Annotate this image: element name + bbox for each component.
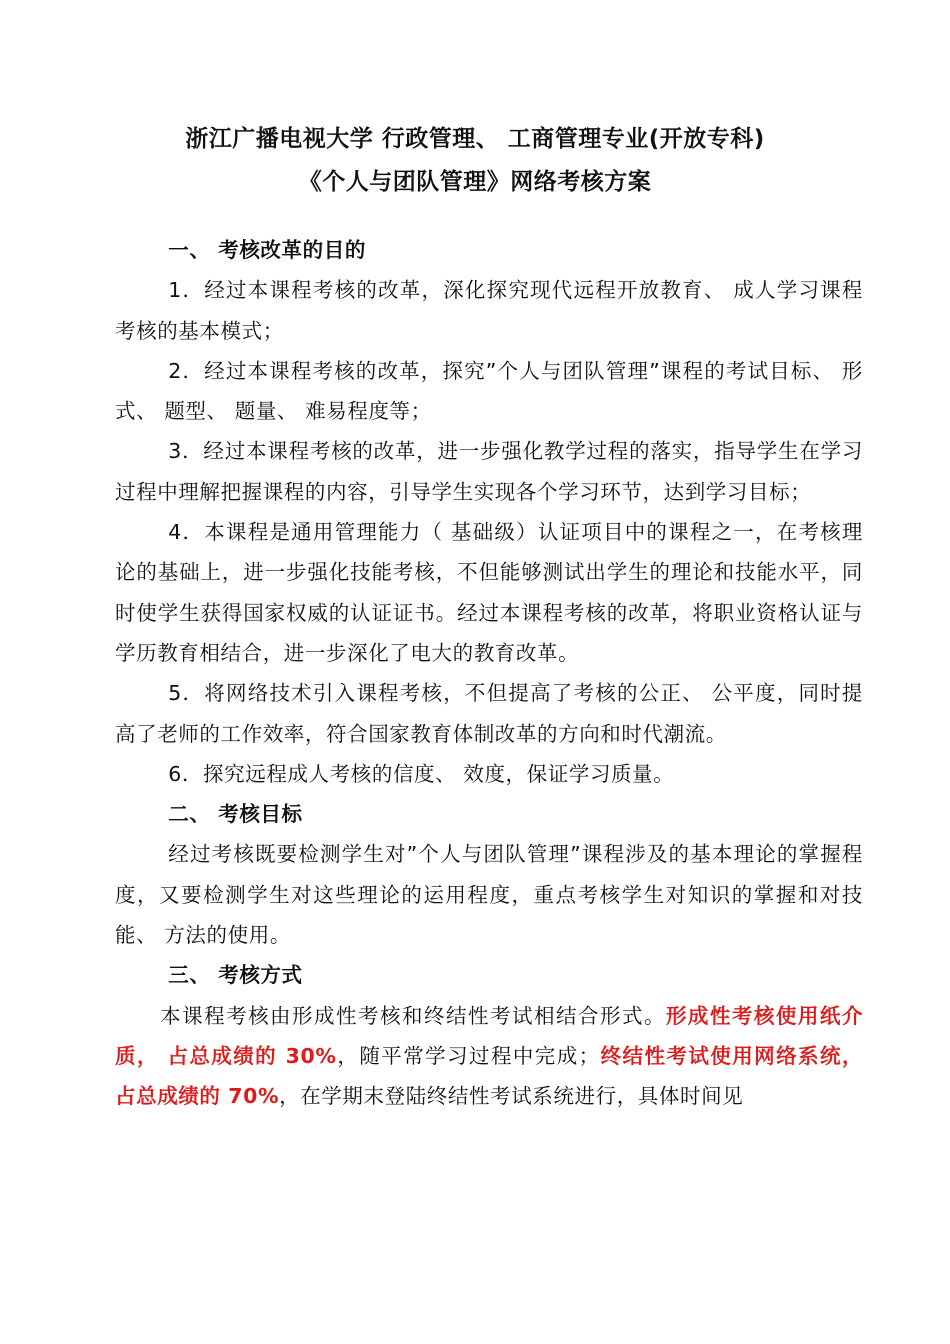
- document-title-line1: 浙江广播电视大学 行政管理、 工商管理专业(开放专科): [185, 126, 765, 152]
- method-highlight-formative: 形成性考核使用纸介质， 占总成绩的 30%: [115, 1003, 863, 1068]
- method-text-3: ，在学期末登陆终结性考试系统进行，具体时间见: [279, 1084, 744, 1109]
- method-paragraph: [115, 996, 863, 1117]
- document-title-line2: 《个人与团队管理》网络考核方案: [298, 169, 652, 195]
- objective-paragraph: 经过考核既要检测学生对”个人与团队管理”课程涉及的基本理论的掌握程度，又要检测学生对这些理论的运用程度，重点考核学生对知识的掌握和对技能、 方法的使用。: [115, 842, 863, 948]
- purpose-item-5: 5．将网络技术引入课程考核，不但提高了考核的公正、 公平度，同时提高了老师的工作效率，符合国家教育体制改革的方向和时代潮流。: [115, 681, 863, 746]
- purpose-item-4: 4．本课程是通用管理能力（ 基础级）认证项目中的课程之一，在考核理论的基础上，进一步强化技能考核，不但能够测试出学生的理论和技能水平，同时使学生获得国家权威的认证证书。经过本课程考核的改革，将职业资格认证与学历教育相结合，进一步深化了电大的教育改革。: [115, 520, 863, 665]
- section-heading-objective: 二、 考核目标: [168, 802, 303, 827]
- purpose-item-2: 2．经过本课程考核的改革，探究”个人与团队管理”课程的考试目标、 形式、 题型、 题量、 难易程度等；: [115, 358, 863, 424]
- method-text-1: 本课程考核由形成性考核和终结性考试相结合形式。: [160, 1003, 666, 1028]
- purpose-item-3: 3．经过本课程考核的改革，进一步强化教学过程的落实，指导学生在学习过程中理解把握课程的内容，引导学生实现各个学习环节，达到学习目标；: [115, 439, 863, 504]
- section-heading-purpose: 一、 考核改革的目的: [168, 238, 366, 262]
- document-body: [115, 230, 863, 1117]
- method-text-2: ，随平常学习过程中完成；: [336, 1043, 600, 1068]
- purpose-item-6: 6．探究远程成人考核的信度、 效度，保证学习质量。: [168, 761, 675, 786]
- section-heading-method: 三、 考核方式: [168, 963, 303, 988]
- method-highlight-summative: 终结性考试使用网络系统， 占总成绩的 70%: [115, 1043, 863, 1109]
- purpose-item-1: 1．经过本课程考核的改革，深化探究现代远程开放教育、 成人学习课程考核的基本模式；: [115, 278, 863, 343]
